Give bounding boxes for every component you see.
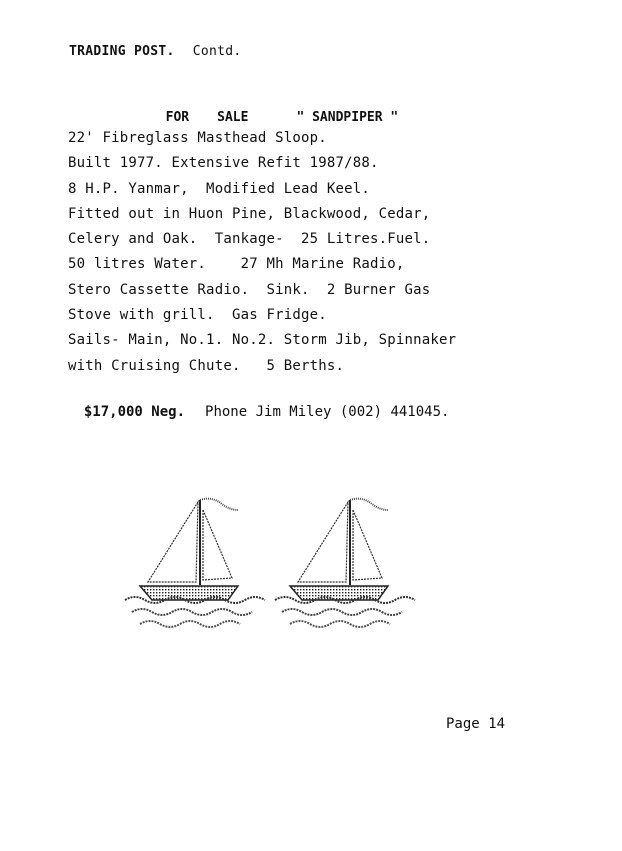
sailboats-illustration bbox=[120, 490, 420, 650]
page-header bbox=[69, 44, 242, 59]
description-line: Stove with grill. Gas Fridge. bbox=[68, 307, 327, 324]
for-label: FOR bbox=[165, 110, 190, 125]
phone-contact: Phone Jim Miley (002) 441045. bbox=[205, 404, 450, 420]
description-line: Sails- Main, No.1. No.2. Storm Jib, Spinnaker bbox=[68, 332, 457, 349]
page-title: TRADING POST. bbox=[69, 44, 175, 59]
listing-description bbox=[68, 126, 568, 379]
description-line: Stero Cassette Radio. Sink. 2 Burner Gas bbox=[68, 281, 431, 298]
description-line: 8 H.P. Yanmar, Modified Lead Keel. bbox=[68, 180, 371, 197]
continued-label: Contd. bbox=[192, 44, 242, 59]
contact-line bbox=[67, 388, 449, 420]
sailboat-left bbox=[125, 499, 265, 627]
sailboats-clipart-icon bbox=[120, 490, 420, 654]
description-line: Fitted out in Huon Pine, Blackwood, Cedar, bbox=[68, 205, 431, 222]
description-line: 50 litres Water. 27 Mh Marine Radio, bbox=[68, 256, 405, 273]
boat-name: " SANDPIPER " bbox=[296, 110, 399, 125]
sale-label: SALE bbox=[217, 110, 249, 125]
description-line: 22' Fibreglass Masthead Sloop. bbox=[68, 130, 327, 146]
description-line: with Cruising Chute. 5 Berths. bbox=[68, 357, 345, 374]
sailboat-right bbox=[275, 499, 415, 627]
price: $17,000 Neg. bbox=[83, 404, 186, 420]
for-sale-heading bbox=[150, 95, 398, 125]
description-line: Built 1977. Extensive Refit 1987/88. bbox=[68, 155, 379, 172]
description-line: Celery and Oak. Tankage- 25 Litres.Fuel. bbox=[68, 231, 431, 248]
page-number: Page 14 bbox=[446, 716, 506, 732]
